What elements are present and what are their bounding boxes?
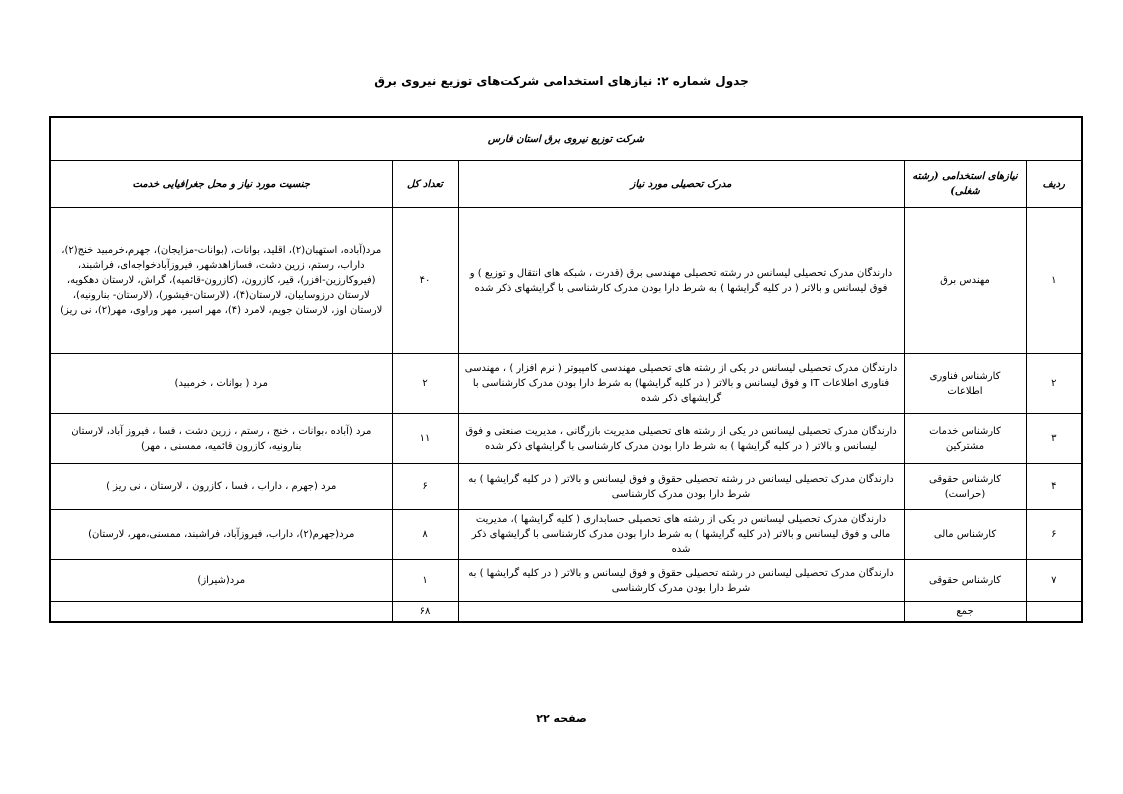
hire-count: ۱۱ <box>392 414 458 464</box>
gender-location: مرد(جهرم(۲)، داراب، فیروزآباد، فراشبند، ممسنی،مهر، لارستان) <box>50 510 392 560</box>
degree-requirement: دارندگان مدرک تحصیلی لیسانس در یکی از رشته های تحصیلی مهندسی کامپیوتر ( نرم افزار ) ، مهندسی فناوری اطلاعات IT و فوق لیسانس و بالاتر ( در کلیه گرایشها) به شرط دارا بودن مدرک کارشناسی با گرایشهای ذکر شده <box>458 354 904 414</box>
degree-requirement: دارندگان مدرک تحصیلی لیسانس در رشته تحصیلی مهندسی برق (قدرت ، شبکه های انتقال و توزیع ) و فوق لیسانس و بالاتر ( در کلیه گرایشها ) به شرط دارا بودن مدرک کارشناسی با گرایشهای ذکر شده <box>458 208 904 354</box>
header-degree: مدرک تحصیلی مورد نیاز <box>458 161 904 208</box>
total-count: ۶۸ <box>392 602 458 623</box>
header-job: نیازهای استخدامی (رشته شغلی) <box>904 161 1026 208</box>
row-number: ۶ <box>1026 510 1082 560</box>
page-number: صفحه ۲۲ <box>536 712 587 725</box>
hire-count: ۲ <box>392 354 458 414</box>
table-row <box>50 560 1082 602</box>
document-title: جدول شماره ۲: نیازهای استخدامی شرکت‌های توزیع نیروی برق <box>374 74 749 88</box>
gender-location: مرد (جهرم ، داراب ، فسا ، کازرون ، لارستان ، نی ریز ) <box>50 464 392 510</box>
company-header-row <box>50 117 1082 161</box>
company-name: شرکت توزیع نیروی برق استان فارس <box>50 117 1082 161</box>
hire-count: ۶ <box>392 464 458 510</box>
total-empty-cell <box>458 602 904 623</box>
degree-requirement: دارندگان مدرک تحصیلی لیسانس در یکی از رشته های تحصیلی حسابداری ( کلیه گرایشها )، مدیریت مالی و فوق لیسانس و بالاتر (در کلیه گرایشها ) به شرط دارا بودن مدرک کارشناسی با گرایشهای ذکر شده <box>458 510 904 560</box>
degree-requirement: دارندگان مدرک تحصیلی لیسانس در رشته تحصیلی حقوق و فوق لیسانس و بالاتر ( در کلیه گرایشها ) به شرط دارا بودن مدرک کارشناسی <box>458 464 904 510</box>
job-title: کارشناس خدمات مشترکین <box>904 414 1026 464</box>
hire-count: ۸ <box>392 510 458 560</box>
header-count: تعداد کل <box>392 161 458 208</box>
hire-count: ۱ <box>392 560 458 602</box>
hiring-needs-table <box>49 116 1083 623</box>
job-title: کارشناس فناوری اطلاعات <box>904 354 1026 414</box>
total-empty-cell <box>50 602 392 623</box>
total-row <box>50 602 1082 623</box>
table-row <box>50 464 1082 510</box>
table-row <box>50 354 1082 414</box>
degree-requirement: دارندگان مدرک تحصیلی لیسانس در یکی از رشته های تحصیلی مدیریت بازرگانی ، مدیریت صنعتی و فوق لیسانس و بالاتر ( در کلیه گرایشها ) به شرط دارا بودن مدرک کارشناسی با گرایشهای ذکر شده <box>458 414 904 464</box>
row-number: ۲ <box>1026 354 1082 414</box>
job-title: مهندس برق <box>904 208 1026 354</box>
job-title: کارشناس حقوقی <box>904 560 1026 602</box>
total-empty-cell <box>1026 602 1082 623</box>
row-number: ۴ <box>1026 464 1082 510</box>
total-label: جمع <box>904 602 1026 623</box>
table-row <box>50 414 1082 464</box>
header-row-no: ردیف <box>1026 161 1082 208</box>
job-title: کارشناس حقوقی (حراست) <box>904 464 1026 510</box>
gender-location: مرد(آباده، استهبان(۲)، اقلید، بوانات، (بوانات-مزایجان)، جهرم،خرمبید خنج(۲)، داراب، رستم، زرین دشت، فسازاهدشهر، فیروزآبادخواجه‌ای، فراشبند، (فیروکارزین-افزر)، قیر، کازرون، (کازرون-قائمیه)، گراش، لارستان دهکویه، لارستان درزوسایبان، لارستان(۴)، (لارستان-فیشور)، (لارستان- بنارونیه)، لارستان اوز، لارستان جویم، لامرد (۴)، مهر اسیر، مهر وراوی، مهر(۲)، نی ریز) <box>50 208 392 354</box>
degree-requirement: دارندگان مدرک تحصیلی لیسانس در رشته تحصیلی حقوق و فوق لیسانس و بالاتر ( در کلیه گرایشها ) به شرط دارا بودن مدرک کارشناسی <box>458 560 904 602</box>
table-row <box>50 208 1082 354</box>
row-number: ۱ <box>1026 208 1082 354</box>
hire-count: ۴۰ <box>392 208 458 354</box>
gender-location: مرد (آباده ،بوانات ، خنج ، رستم ، زرین دشت ، فسا ، فیروز آباد، لارستان بنارونیه، کازرون قائمیه، ممسنی ، مهر) <box>50 414 392 464</box>
table-row <box>50 510 1082 560</box>
row-number: ۳ <box>1026 414 1082 464</box>
column-header-row <box>50 161 1082 208</box>
header-location: جنسیت مورد نیاز و محل جغرافیایی خدمت <box>50 161 392 208</box>
row-number: ۷ <box>1026 560 1082 602</box>
gender-location: مرد(شیراز) <box>50 560 392 602</box>
gender-location: مرد ( بوانات ، خرمبید) <box>50 354 392 414</box>
job-title: کارشناس مالی <box>904 510 1026 560</box>
